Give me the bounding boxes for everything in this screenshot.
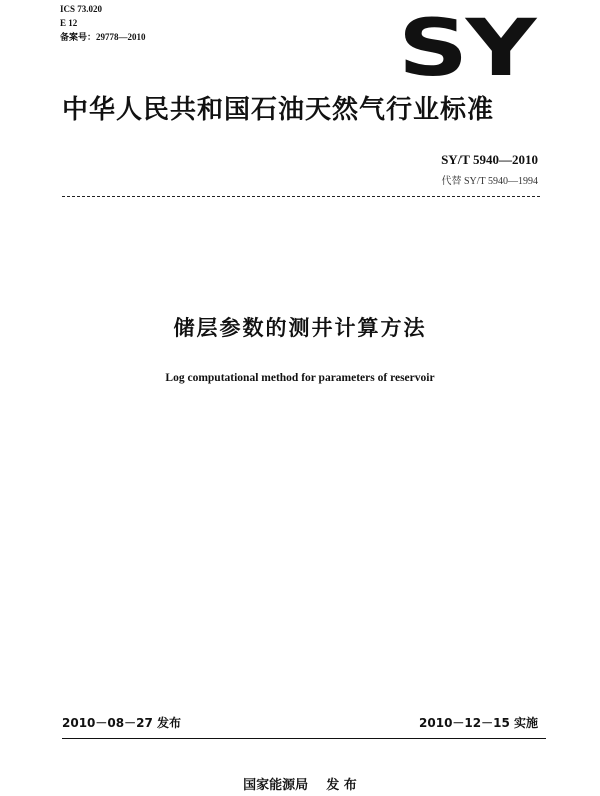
- document-title-en: Log computational method for parameters of reservoir: [165, 372, 435, 384]
- standard-code: SY/T 5940—2010: [441, 152, 538, 167]
- implementation-date: 2010－12－15 实施: [419, 716, 538, 730]
- record-number: 备案号：29778—2010: [60, 32, 146, 42]
- header-divider: [62, 196, 540, 197]
- organization-title: 中华人民共和国石油天然气行业标准: [62, 95, 495, 125]
- issuing-authority: 国家能源局 发 布: [243, 778, 357, 793]
- document-title-cn: 储层参数的测井计算方法: [173, 316, 427, 340]
- classification-code: E 12: [60, 18, 78, 28]
- footer-divider: [62, 738, 546, 739]
- sy-logo: SY: [398, 4, 534, 94]
- metadata-block: [60, 2, 146, 44]
- issue-date: 2010－08－27 发布: [62, 716, 181, 730]
- replaces-standard: 代替 SY/T 5940—1994: [441, 176, 538, 187]
- ics-code: ICS 73.020: [60, 4, 103, 14]
